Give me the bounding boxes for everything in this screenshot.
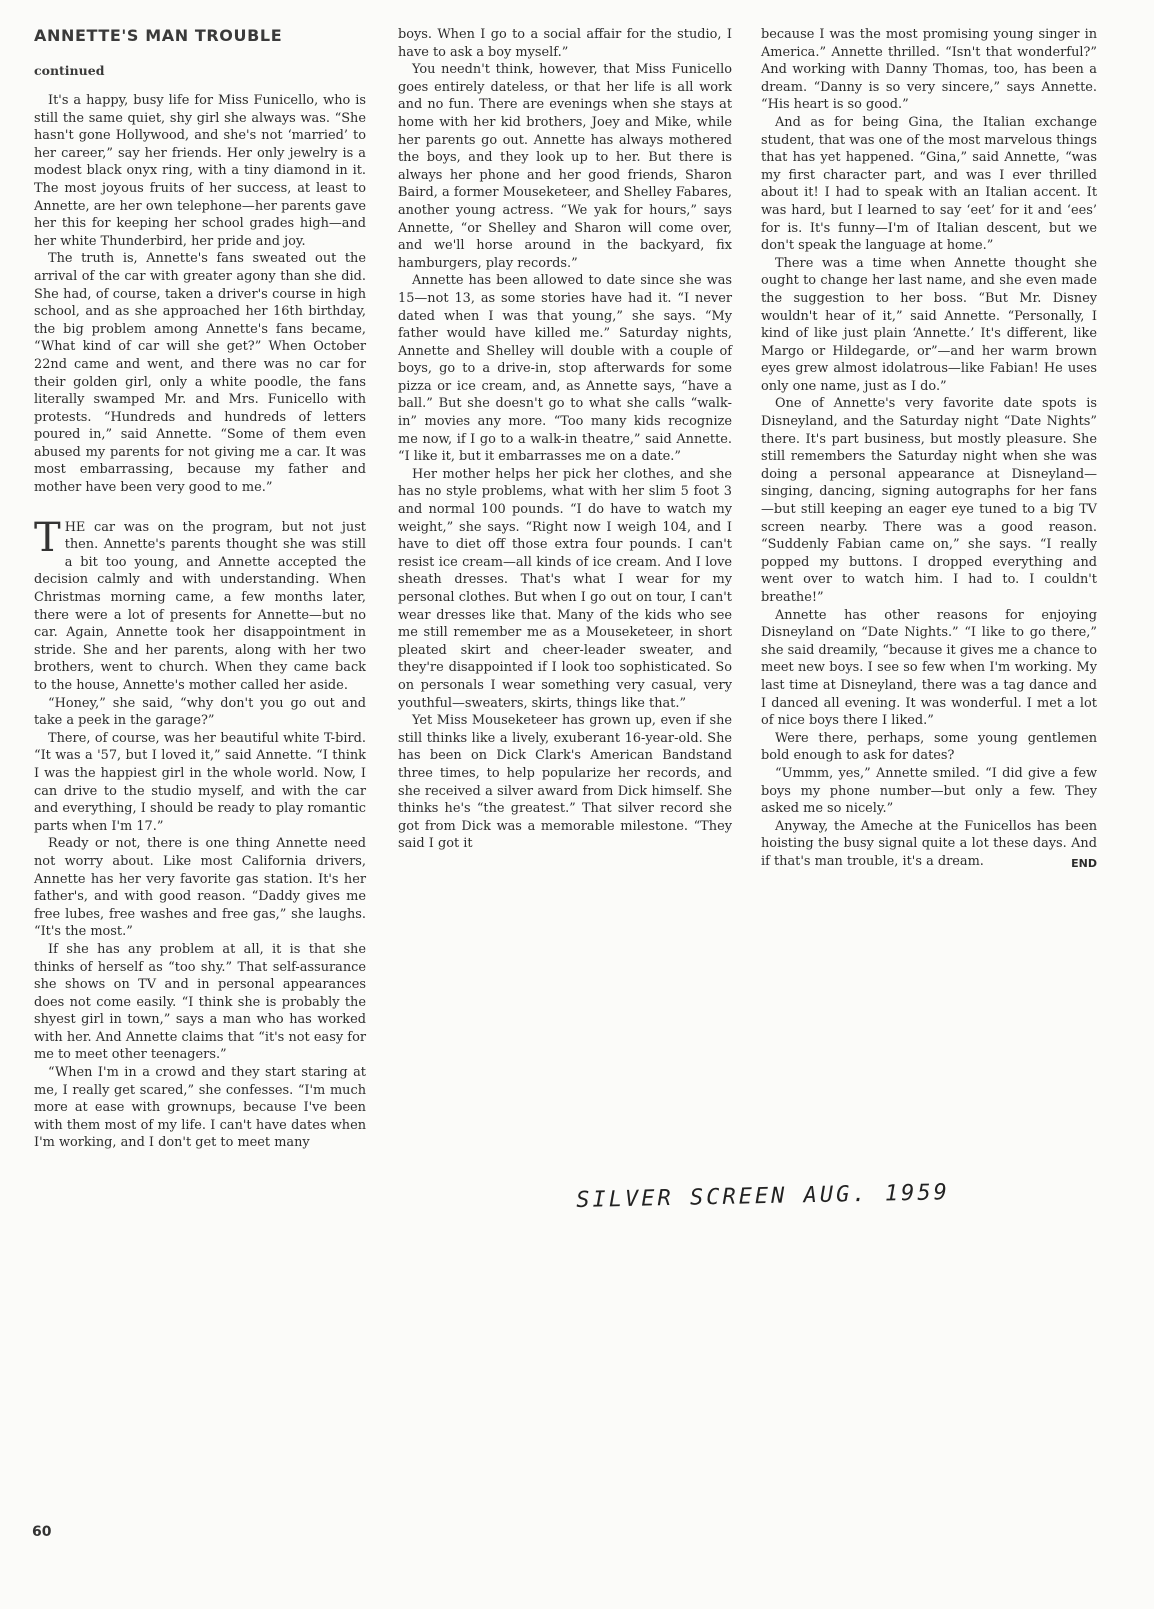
- article-header: [34, 26, 374, 78]
- article-paragraph-text: Anyway, the Ameche at the Funicellos has been hoisting the busy signal quite a lot these days. And if that's man trouble, it's a dream.: [761, 818, 1097, 869]
- article-paragraph: Annette has other reasons for enjoying Disneyland on “Date Nights.” “I like to go there,” she said dreamily, “because it gives me a chance to meet new boys. I see so few when I'm working. My last time at Disneyland, there was a tag dance and I danced all evening. It was wonderful. I met a lot of nice boys there I liked.”: [761, 607, 1097, 729]
- article-paragraph: boys. When I go to a social affair for the studio, I have to ask a boy myself.”: [398, 27, 732, 60]
- handwritten-source-note: SILVER SCREEN AUG. 1959: [576, 1180, 951, 1213]
- article-paragraph: There was a time when Annette thought she ought to change her last name, and she even made the suggestion to her boss. “But Mr. Disney wouldn't hear of it,” said Annette. “Personally, I kind of like just plain ‘Annette.’ It's different, like Margo or Hildegarde, or”—and her warm brown eyes grew almost idolatrous—like Fabian! He uses only one name, just as I do.”: [761, 255, 1097, 394]
- article-paragraph-final: [761, 818, 1097, 871]
- article-paragraph: Ready or not, there is one thing Annette need not worry about. Like most California drivers, Annette has her very favorite gas station. It's her father's, and with good reason. “Daddy gives me free lubes, free washes and free gas,” she laughs. “It's the most.”: [34, 836, 366, 940]
- article-paragraph: “When I'm in a crowd and they start staring at me, I really get scared,” she confesses. “I'm much more at ease with grownups, because I've been with them most of my life. I can't have dates when I'm working, and I don't get to meet many: [34, 1065, 366, 1151]
- article-paragraph: The truth is, Annette's fans sweated out the arrival of the car with greater agony than she did. She had, of course, taken a driver's course in high school, and as she approached her 16th birthday, the big problem among Annette's fans became, “What kind of car will she get?” When October 22nd came and went, and there was no car for their golden girl, only a white poodle, the fans literally swamped Mr. and Mrs. Funicello with protests. “Hundreds and hundreds of letters poured in,” said Annette. “Some of them even abused my parents for not giving me a car. It was most embarrassing, because my father and mother have been very good to me.”: [34, 251, 366, 496]
- article-paragraph-dropcap: [34, 514, 366, 695]
- article-paragraph: And as for being Gina, the Italian exchange student, that was one of the most marvelous things that has yet happened. “Gina,” said Annette, “was my first character part, and was I ever thrilled about it! I had to speak with an Italian accent. It was hard, but I learned to say ‘eet’ for it and ‘ees’ for is. It's funny—I'm of Italian descent, but we don't speak the language at home.”: [761, 114, 1097, 254]
- drop-cap: T: [34, 514, 61, 561]
- article-paragraph: You needn't think, however, that Miss Funicello goes entirely dateless, or that her life is all work and no fun. There are evenings when she stays at home with her kid brothers, Joey and Mike, while her parents go out. Annette has always mothered the boys, and they look up to her. But there is always her phone and her good friends, Sharon Baird, a former Mouseketeer, and Shelley Fabares, another young actress. “We yak for hours,” says Annette, “or Shelley and Sharon will come over, and we'll horse around in the backyard, fix hamburgers, play records.”: [398, 62, 732, 271]
- article-paragraph: because I was the most promising young singer in America.” Annette thrilled. “Isn't that wonderful?” And working with Danny Thomas, too, has been a dream. “Danny is so very sincere,” says Annette. “His heart is so good.”: [761, 27, 1097, 113]
- continued-label: continued: [34, 63, 105, 78]
- article-paragraph: There, of course, was her beautiful white T-bird. “It was a '57, but I loved it,” said Annette. “I think I was the happiest girl in the whole world. Now, I can drive to the studio myself, and with the car and everything, I should be ready to play romantic parts when I'm 17.”: [34, 730, 366, 834]
- page-number: 60: [32, 1524, 52, 1540]
- article-column-1: [34, 92, 366, 1542]
- article-column-2: [398, 26, 732, 1136]
- article-paragraph: It's a happy, busy life for Miss Funicello, who is still the same quiet, shy girl she always was. “She hasn't gone Hollywood, and she's not ‘married’ to her career,” say her friends. Her only jewelry is a modest black onyx ring, with a tiny diamond in it. The most joyous fruits of her success, at least to Annette, are her own telephone—her parents gave her this for keeping her school grades high—and her white Thunderbird, her pride and joy.: [34, 93, 366, 249]
- article-column-3: [761, 26, 1097, 1136]
- article-paragraph: “Ummm, yes,” Annette smiled. “I did give a few boys my phone number—but only a few. They asked me so nicely.”: [761, 765, 1097, 817]
- end-marker: END: [1071, 856, 1097, 870]
- article-paragraph: One of Annette's very favorite date spots is Disneyland, and the Saturday night “Date Nights” there. It's part business, but mostly pleasure. She still remembers the Saturday night when she was doing a personal appearance at Disneyland—singing, dancing, signing autographs for her fans—but still keeping an eager eye tuned to a big TV screen nearby. There was a good reason. “Suddenly Fabian came on,” she says. “I really popped my buttons. I dropped everything and went over to watch him. I had to. I couldn't breathe!”: [761, 396, 1097, 605]
- article-paragraph: Annette has been allowed to date since she was 15—not 13, as some stories have had it. “I never dated when I was that young,” she says. “My father would have killed me.” Saturday nights, Annette and Shelley will double with a couple of boys, go to a drive-in, stop afterwards for some pizza or ice cream, and, as Annette says, “have a ball.” But she doesn't go to what she calls “walk-in” movies any more. “Too many kids recognize me now, if I go to a walk-in theatre,” said Annette. “I like it, but it embarrasses me on a date.”: [398, 273, 732, 465]
- article-paragraph: Were there, perhaps, some young gentlemen bold enough to ask for dates?: [761, 730, 1097, 764]
- article-paragraph: Yet Miss Mouseketeer has grown up, even if she still thinks like a lively, exuberant 16-year-old. She has been on Dick Clark's American Bandstand three times, to help popularize her records, and she received a silver award from Dick himself. She thinks he's “the greatest.” That silver record she got from Dick was a memorable milestone. “They said I got it: [398, 713, 732, 852]
- article-paragraph: Her mother helps her pick her clothes, and she has no style problems, what with her slim 5 foot 3 and normal 100 pounds. “I do have to watch my weight,” she says. “Right now I weigh 104, and I have to diet off those extra four pounds. I can't resist ice cream—all kinds of ice cream. And I love sheath dresses. That's what I wear for my personal clothes. But when I go out on tour, I can't wear dresses like that. Many of the kids who see me still remember me as a Mouseketeer, in short pleated skirt and cheer-leader sweater, and they're disappointed if I look too sophisticated. So on personals I wear something very casual, very youthful—sweaters, skirts, things like that.”: [398, 466, 732, 711]
- article-paragraph: “Honey,” she said, “why don't you go out and take a peek in the garage?”: [34, 695, 366, 729]
- article-paragraph: If she has any problem at all, it is that she thinks of herself as “too shy.” That self-assurance she shows on TV and in personal appearances does not come easily. “I think she is probably the shyest girl in town,” says a man who has worked with her. And Annette claims that “it's not easy for me to meet other teenagers.”: [34, 941, 366, 1063]
- article-headline: ANNETTE'S MAN TROUBLE: [34, 26, 283, 45]
- article-paragraph-text: HE car was on the program, but not just then. Annette's parents thought she was still a bit too young, and Annette accepted the decision calmly and with understanding. When Christmas morning came, a few months later, there were a lot of presents for Annette—but no car. Again, Annette took her disappointment in stride. She and her parents, along with her two brothers, went to church. When they came back to the house, Annette's mother called her aside.: [34, 519, 366, 693]
